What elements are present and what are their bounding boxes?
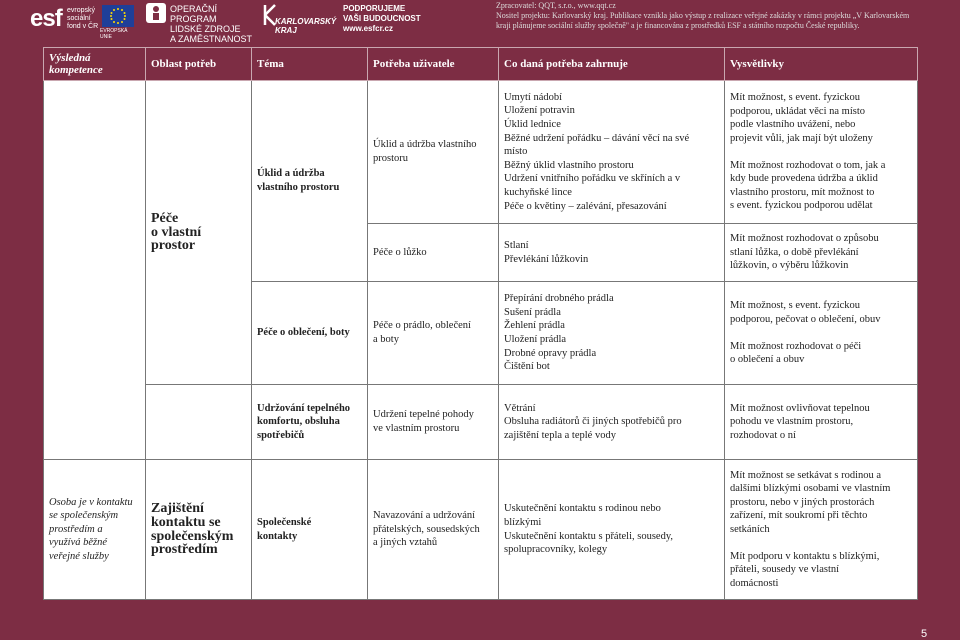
cell-line: Běžné udržení pořádku – dávání věcí na své — [504, 132, 690, 144]
credits-line: Zpracovatel: QQT, s.r.o., www.qqt.cz — [496, 1, 616, 10]
cell-line: Mít možnost ovlivňovat tepelnou — [730, 402, 870, 414]
eu-text: EVROPSKÁ UNIE — [100, 28, 128, 40]
cell-line: vlastního prostoru, mít možnost to — [730, 186, 875, 198]
cell-line: využívá běžné — [49, 537, 108, 549]
spacer — [730, 146, 912, 159]
cell-line: Úklid lednice — [504, 119, 561, 131]
cell-line: podporou, ukládat věci na místo — [730, 105, 866, 117]
cell-line: vlastního prostoru — [257, 182, 340, 193]
op-text-line: LIDSKÉ ZDROJE — [170, 24, 241, 34]
cell-potreba-luzko: Péče o lůžko — [368, 224, 499, 282]
esf-mark: esf — [30, 5, 62, 32]
cell-line: Čištění bot — [504, 361, 550, 373]
cell-line: Větrání — [504, 402, 536, 414]
cell-line: společenským — [151, 528, 234, 544]
table-row — [44, 81, 918, 224]
cell-potreba-teplo — [368, 385, 499, 460]
cell-line: Péče — [151, 211, 179, 227]
cell-vysvetlivky-obleceni — [725, 282, 918, 385]
cell-vysledna-kontakt — [44, 460, 146, 600]
page-number: 5 — [921, 628, 928, 640]
cell-tema-teplo — [252, 385, 368, 460]
cell-line: Sušení prádla — [504, 306, 561, 318]
cell-oblast-kontakt — [146, 460, 252, 600]
cell-potreba-kontakt — [368, 460, 499, 600]
cell-line: kontakty — [257, 530, 298, 542]
cell-line: Udržování tepelného — [257, 402, 351, 414]
header-vysledna — [44, 48, 146, 81]
table-row — [44, 385, 918, 460]
cell-line: přáteli, sousedy ve vlastní — [730, 564, 840, 576]
header-bar — [0, 0, 960, 44]
header-potreba: Potřeba uživatele — [368, 48, 499, 81]
esf-text-line: fond v ČR — [67, 23, 99, 30]
cell-line: podporou, pečovat o oblečení, obuv — [730, 313, 881, 325]
cell-line: Navazování a udržování — [373, 510, 476, 522]
header-oblast: Oblast potřeb — [146, 48, 252, 81]
cell-line: Drobné opravy prádla — [504, 347, 597, 359]
esf-logo — [30, 3, 136, 40]
header-tema: Téma — [252, 48, 368, 81]
cell-line: Mít možnost rozhodovat o způsobu — [730, 233, 879, 245]
kk-text-line: KARLOVARSKÝ — [275, 17, 337, 26]
header-vysvetlivky: Vysvětlivky — [725, 48, 918, 81]
pod-text-line: VAŠI BUDOUCNOST — [343, 14, 421, 23]
esf-text-line: sociální — [67, 15, 91, 22]
cell-line: veřejné služby — [49, 550, 109, 562]
cell-tema-kontakt — [252, 460, 368, 600]
cell-vysvetlivky-uklid — [725, 81, 918, 224]
esf-text-line: evropský — [67, 7, 96, 14]
cell-line: Stlaní — [504, 239, 529, 251]
cell-oblast-prostor — [146, 81, 252, 385]
kk-text-line: KRAJ — [275, 26, 297, 35]
cell-line: místo — [504, 146, 528, 158]
cell-line: Žehlení prádla — [504, 320, 565, 332]
op-text-line: A ZAMĚSTNANOST — [170, 34, 253, 44]
cell-line: blízkými — [504, 516, 542, 528]
cell-potreba-uklid — [368, 81, 499, 224]
cell-line: Mít možnost rozhodovat o péči — [730, 340, 862, 352]
op-text-line: OPERAČNÍ PROGRAM — [170, 4, 218, 24]
cell-line: ve vlastním prostoru — [373, 423, 460, 434]
cell-line: Osoba je v kontaktu — [49, 496, 133, 508]
cell-tema-obleceni: Péče o oblečení, boty — [252, 282, 368, 385]
cell-line: Běžný úklid vlastního prostoru — [504, 159, 634, 171]
credits — [496, 1, 956, 31]
pod-url: www.esfcr.cz — [343, 24, 393, 33]
cell-line: Mít možnost, s event. fyzickou — [730, 92, 861, 104]
cell-potreba-obleceni — [368, 282, 499, 385]
cell-line: Umytí nádobí — [504, 91, 563, 103]
cell-line: Obsluha radiátorů či jiných spotřebičů pro — [504, 416, 682, 428]
cell-line: Uskutečnění kontaktu s rodinou nebo — [504, 503, 661, 515]
cell-zahrnuje-teplo — [499, 385, 725, 460]
spacer — [730, 537, 912, 550]
cell-line: s event. fyzickou podporou udělat — [730, 200, 873, 212]
cell-line: kontaktu se — [151, 514, 221, 530]
cell-line: prostoru — [373, 153, 408, 164]
cell-line: spotřebičů — [257, 429, 305, 441]
cell-zahrnuje-obleceni — [499, 282, 725, 385]
cell-line: prostředím a — [49, 523, 103, 535]
cell-line: prostor — [151, 238, 196, 254]
cell-line: kuchyňské lince — [504, 186, 572, 198]
cell-line: o oblečení a obuv — [730, 354, 805, 366]
cell-line: stlaní lůžka, o době převlékání — [730, 246, 859, 258]
cell-line: a jiných vztahů — [373, 537, 438, 549]
spacer — [730, 327, 912, 340]
cell-vysledna-empty — [44, 81, 146, 460]
podporujeme-logo — [343, 4, 433, 34]
cell-zahrnuje-uklid — [499, 81, 725, 224]
cell-line: lůžkovin, o výběru lůžkovin — [730, 260, 849, 272]
kk-text — [275, 17, 335, 35]
cell-line: Mít podporu v kontaktu s blízkými, — [730, 550, 880, 562]
cell-line: dalšími blízkými osobami ve vlastním — [730, 483, 891, 495]
cell-line: kdy bude provedena údržba a úklid — [730, 173, 878, 185]
cell-line: zajištění tepla a teplé vody — [504, 429, 616, 441]
cell-line: komfortu, obsluha — [257, 416, 340, 428]
cell-line: Péče o prádlo, oblečení — [373, 320, 471, 332]
credits-line: kraji plánujeme sociální služby společně" a je financována z prostředků ESF a státního rozpočtu České republiky. — [496, 21, 860, 30]
esf-text — [67, 7, 99, 31]
header-zahrnuje: Co daná potřeba zahrnuje — [499, 48, 725, 81]
cell-zahrnuje-kontakt — [499, 460, 725, 600]
cell-line: Mít možnost, s event. fyzickou — [730, 300, 861, 312]
cell-line: Přepírání drobného prádla — [504, 293, 614, 305]
cell-line: Uskutečnění kontaktu s přáteli, sousedy, — [504, 530, 674, 542]
cell-line: Společenské — [257, 516, 312, 528]
credits-line: Nositel projektu: Karlovarský kraj. Publikace vznikla jako výstup z realizace veřejné zakázky v rámci projektu „V Karlovarském — [496, 11, 910, 20]
cell-vysvetlivky-kontakt — [725, 460, 918, 600]
cell-line: Zajištění — [151, 501, 204, 517]
cell-line: Uložení prádla — [504, 334, 567, 345]
cell-line: prostředím — [151, 542, 218, 558]
cell-line: o vlastní — [151, 224, 202, 240]
header-line: Výsledná — [49, 52, 91, 64]
competence-table — [43, 47, 918, 600]
cell-line: Péče o květiny – zalévání, přesazování — [504, 200, 667, 212]
cell-line: se společenským — [49, 510, 119, 522]
cell-line: rozhodovat o ní — [730, 429, 796, 441]
table-row — [44, 460, 918, 600]
eu-flag-icon — [102, 5, 134, 27]
cell-line: Úklid a údržba vlastního — [373, 139, 477, 151]
op-text — [170, 4, 260, 44]
cell-line: Udržení tepelné pohody — [373, 409, 474, 421]
cell-line: podle vlastního uvážení, nebo — [730, 119, 856, 131]
cell-line: domácnosti — [730, 577, 779, 589]
header-line: kompetence — [49, 64, 103, 76]
cell-line: projevit vůli, jak mají být uloženy — [730, 132, 873, 144]
op-mark-icon — [146, 3, 166, 23]
cell-vysvetlivky-teplo — [725, 385, 918, 460]
cell-line: Mít možnost rozhodovat o tom, jak a — [730, 159, 886, 171]
cell-line: pohodu ve vlastním prostoru, — [730, 416, 854, 428]
cell-zahrnuje-luzko — [499, 224, 725, 282]
cell-line: Úklid a údržba — [257, 168, 325, 180]
cell-line: Udržení vnitřního pořádku ve skříních a v — [504, 173, 681, 185]
cell-line: setkáních — [730, 524, 770, 535]
op-logo — [146, 3, 258, 44]
cell-oblast-empty — [146, 385, 252, 460]
pod-text-line: PODPORUJEME — [343, 4, 406, 13]
cell-line: zařízení, mít soukromí při těchto — [730, 510, 868, 522]
cell-line: Mít možnost se setkávat s rodinou a — [730, 469, 882, 481]
cell-line: Převlékání lůžkovin — [504, 253, 589, 265]
cell-vysvetlivky-luzko — [725, 224, 918, 282]
cell-line: přátelských, sousedských — [373, 523, 480, 535]
cell-line: spolupracovníky, kolegy — [504, 544, 608, 556]
table-header-row — [44, 48, 918, 81]
cell-line: a boty — [373, 334, 399, 345]
cell-line: prostoru, nebo v jiných prostorách — [730, 496, 875, 508]
cell-line: Uložení potravin — [504, 105, 575, 117]
cell-tema-uklid — [252, 81, 368, 282]
karlovarsky-kraj-logo — [263, 3, 337, 37]
